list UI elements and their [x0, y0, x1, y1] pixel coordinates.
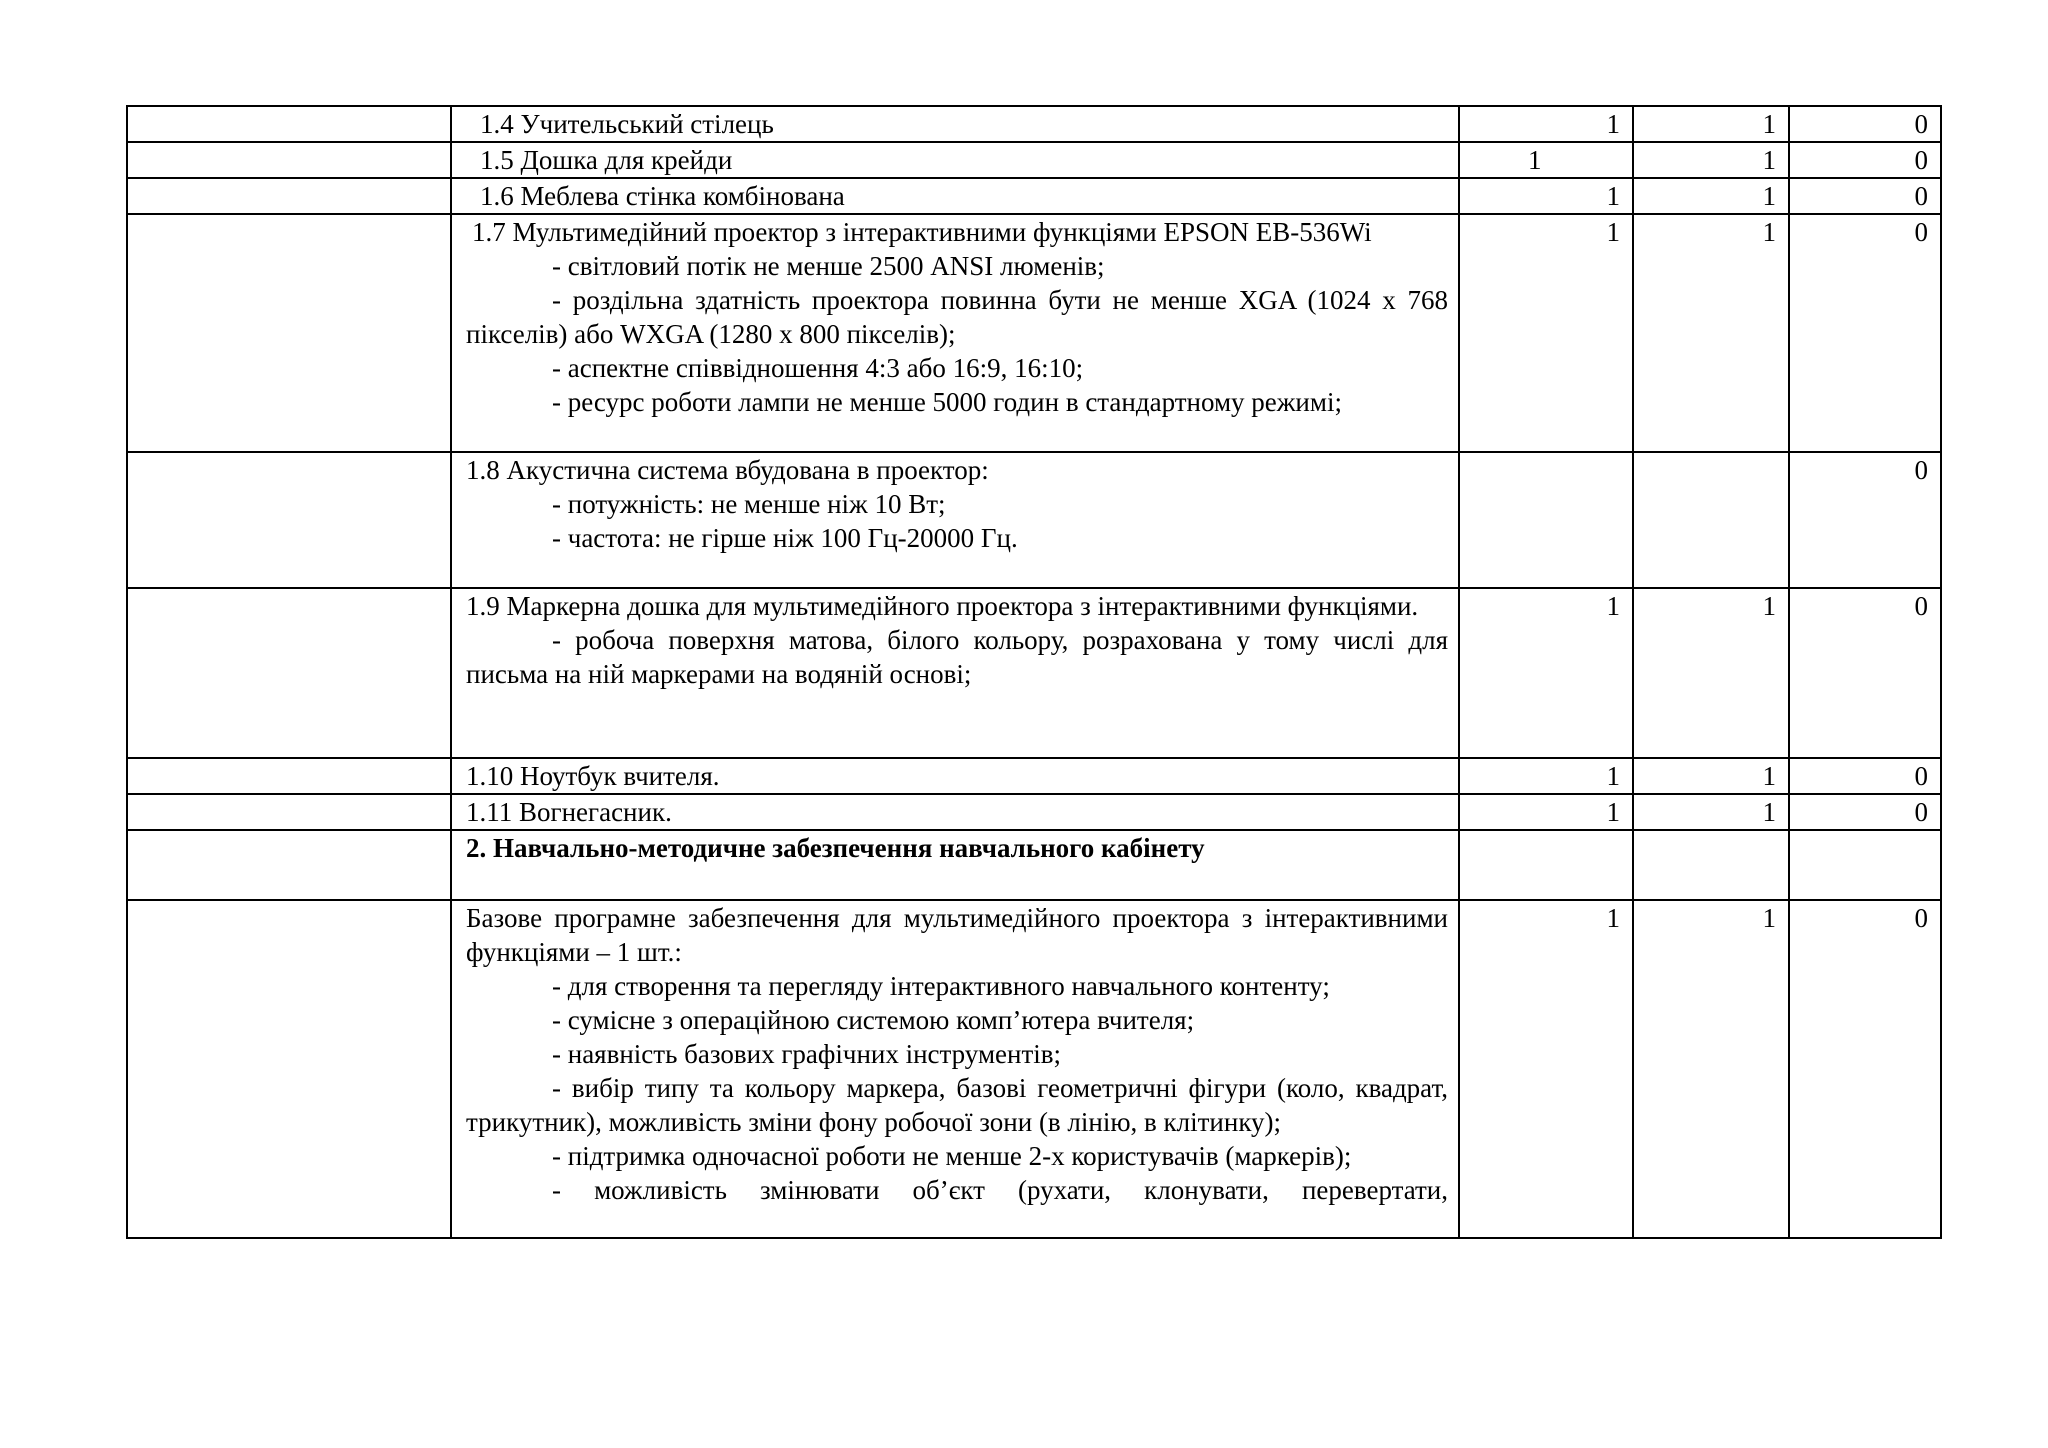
qty-cell: [1459, 794, 1633, 830]
value-cell: [1633, 794, 1789, 830]
spec-bullet: - ресурс роботи лампи не менше 5000 годин в стандартному режимі;: [552, 387, 1342, 417]
value-cell: [1789, 214, 1941, 452]
table-row: [127, 214, 1941, 452]
value-cell: [1789, 452, 1941, 588]
value-cell: [1789, 794, 1941, 830]
table-row: [127, 830, 1941, 900]
value-3: 0: [1914, 109, 1928, 139]
empty-cell: [127, 106, 451, 142]
spec-bullet: - роздільна здатність проектора повинна бути не менше XGA (1024 х 768 пікселів) або WXGA (1280 х 800 пікселів);: [466, 285, 1448, 349]
description-cell: [451, 758, 1459, 794]
spec-bullet: - сумісне з операційною системою комп’ютера вчителя;: [552, 1005, 1195, 1035]
qty-cell: [1459, 142, 1633, 178]
description-cell: [451, 794, 1459, 830]
value-3: 0: [1914, 145, 1928, 175]
spec-bullet: - частота: не гірше ніж 100 Гц-20000 Гц.: [552, 523, 1018, 553]
table-row: [127, 106, 1941, 142]
value-3: 0: [1914, 591, 1928, 621]
value-cell: [1633, 588, 1789, 758]
value-cell: [1633, 758, 1789, 794]
section-heading: 2. Навчально-методичне забезпечення навчального кабінету: [466, 833, 1205, 863]
item-title: 1.8 Акустична система вбудована в проектор:: [466, 455, 989, 485]
value-2: 1: [1762, 797, 1776, 827]
qty-cell: [1459, 452, 1633, 588]
table-row: [127, 452, 1941, 588]
item-title: 1.9 Маркерна дошка для мультимедійного проектора з інтерактивними функціями.: [466, 591, 1419, 621]
value-cell: [1633, 178, 1789, 214]
value-cell: [1789, 106, 1941, 142]
empty-cell: [127, 178, 451, 214]
value-cell: [1633, 214, 1789, 452]
description-cell: [451, 900, 1459, 1238]
value-cell: [1633, 106, 1789, 142]
empty-cell: [127, 900, 451, 1238]
qty-cell: [1459, 214, 1633, 452]
spec-bullet: - можливість змінювати об’єкт (рухати, клонувати, перевертати,: [552, 1175, 1448, 1205]
value-cell: [1789, 900, 1941, 1238]
value-cell: [1633, 900, 1789, 1238]
qty-cell: [1459, 588, 1633, 758]
value-cell: [1789, 758, 1941, 794]
qty-value: 1: [1606, 217, 1620, 247]
spec-bullet: - робоча поверхня матова, білого кольору, розрахована у тому числі для письма на ній маркерами на водяній основі;: [466, 625, 1448, 689]
qty-value: 1: [1606, 903, 1620, 933]
value-2: 1: [1762, 145, 1776, 175]
value-2: 1: [1762, 903, 1776, 933]
qty-cell: [1459, 900, 1633, 1238]
description-cell: [451, 214, 1459, 452]
value-3: 0: [1914, 797, 1928, 827]
value-3: 0: [1914, 903, 1928, 933]
spec-bullet: - потужність: не менше ніж 10 Вт;: [552, 489, 946, 519]
value-cell: [1789, 178, 1941, 214]
value-3: 0: [1914, 181, 1928, 211]
table-row: [127, 794, 1941, 830]
qty-cell: [1459, 178, 1633, 214]
item-title: 1.6 Меблева стінка комбінована: [480, 181, 845, 211]
spec-bullet: - наявність базових графічних інструментів;: [552, 1039, 1062, 1069]
table-row: [127, 178, 1941, 214]
value-3: 0: [1914, 217, 1928, 247]
value-3: 0: [1914, 455, 1928, 485]
qty-value: 1: [1606, 797, 1620, 827]
spec-bullet: - аспектне співвідношення 4:3 або 16:9, 16:10;: [552, 353, 1084, 383]
value-2: 1: [1762, 181, 1776, 211]
qty-value: 1: [1606, 181, 1620, 211]
empty-cell: [127, 142, 451, 178]
spec-bullet: - світловий потік не менше 2500 ANSI люменів;: [552, 251, 1105, 281]
spec-bullet: - для створення та перегляду інтерактивного навчального контенту;: [552, 971, 1330, 1001]
description-cell: [451, 452, 1459, 588]
empty-cell: [127, 794, 451, 830]
table-row: [127, 900, 1941, 1238]
item-title: 1.7 Мультимедійний проектор з інтерактивними функціями EPSON EB-536Wi: [472, 217, 1372, 247]
item-title: 1.4 Учительський стілець: [480, 109, 774, 139]
description-cell: [451, 178, 1459, 214]
empty-cell: [127, 588, 451, 758]
description-cell: [451, 106, 1459, 142]
empty-cell: [127, 758, 451, 794]
value-3: 0: [1914, 761, 1928, 791]
value-2: 1: [1762, 761, 1776, 791]
table-row: [127, 588, 1941, 758]
qty-value: 1: [1606, 591, 1620, 621]
value-2: 1: [1762, 109, 1776, 139]
qty-value: 1: [1528, 145, 1542, 175]
item-title: Базове програмне забезпечення для мультимедійного проектора з інтерактивними функціями – 1 шт.:: [466, 903, 1448, 967]
spec-bullet: - підтримка одночасної роботи не менше 2-х користувачів (маркерів);: [552, 1141, 1352, 1171]
table-row: [127, 142, 1941, 178]
item-title: 1.5 Дошка для крейди: [480, 145, 733, 175]
qty-cell: [1459, 106, 1633, 142]
empty-cell: [127, 830, 451, 900]
value-cell: [1789, 142, 1941, 178]
empty-cell: [127, 214, 451, 452]
value-2: 1: [1762, 591, 1776, 621]
description-cell: [451, 830, 1459, 900]
qty-cell: [1459, 830, 1633, 900]
value-cell: [1633, 452, 1789, 588]
empty-cell: [127, 452, 451, 588]
table-row: [127, 758, 1941, 794]
item-title: 1.11 Вогнегасник.: [466, 797, 672, 827]
value-cell: [1789, 830, 1941, 900]
description-cell: [451, 588, 1459, 758]
qty-cell: [1459, 758, 1633, 794]
equipment-table: [126, 105, 1942, 1239]
spec-bullet: - вибір типу та кольору маркера, базові геометричні фігури (коло, квадрат, трикутник), можливість зміни фону робочої зони (в лінію, в клітинку);: [466, 1073, 1448, 1137]
description-cell: [451, 142, 1459, 178]
value-2: 1: [1762, 217, 1776, 247]
value-cell: [1633, 142, 1789, 178]
value-cell: [1633, 830, 1789, 900]
value-cell: [1789, 588, 1941, 758]
qty-value: 1: [1606, 761, 1620, 791]
item-title: 1.10 Ноутбук вчителя.: [466, 761, 720, 791]
qty-value: 1: [1606, 109, 1620, 139]
